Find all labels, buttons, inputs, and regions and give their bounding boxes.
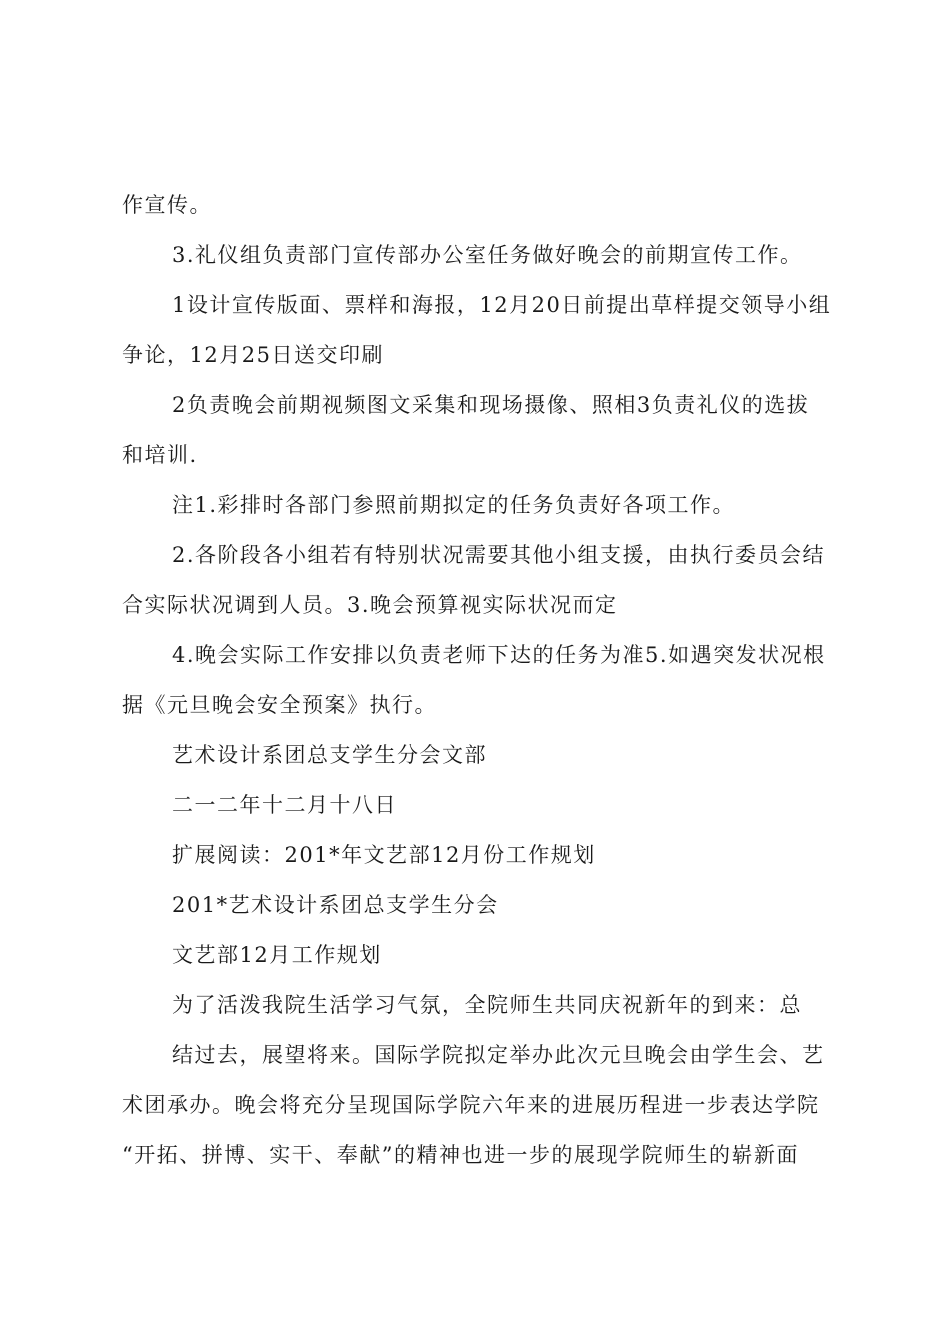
text-line-6: 和培训.	[122, 443, 198, 467]
text-line-1: 作宣传。	[122, 193, 212, 217]
text-line-14: 扩展阅读：201*年文艺部12月份工作规划	[172, 843, 596, 867]
text-line-4: 争论，12月25日送交印刷	[122, 343, 384, 367]
text-line-3: 1设计宣传版面、票样和海报，12月20日前提出草样提交领导小组	[172, 293, 832, 317]
text-line-17: 为了活泼我院生活学习气氛，全院师生共同庆祝新年的到来：总	[172, 993, 802, 1017]
text-line-9: 合实际状况调到人员。3.晚会预算视实际状况而定	[122, 593, 618, 617]
text-line-12: 艺术设计系团总支学生分会文部	[172, 743, 487, 767]
text-line-18: 结过去，展望将来。国际学院拟定举办此次元旦晚会由学生会、艺	[172, 1043, 825, 1067]
text-line-8: 2.各阶段各小组若有特别状况需要其他小组支援，由执行委员会结	[172, 543, 826, 567]
text-line-16: 文艺部12月工作规划	[172, 943, 382, 967]
text-line-10: 4.晚会实际工作安排以负责老师下达的任务为准5.如遇突发状况根	[172, 643, 826, 667]
text-line-11: 据《元旦晚会安全预案》执行。	[122, 693, 437, 717]
text-line-15: 201*艺术设计系团总支学生分会	[172, 893, 499, 917]
text-line-5: 2负责晚会前期视频图文采集和现场摄像、照相3负责礼仪的选拔	[172, 393, 810, 417]
text-line-13: 二一二年十二月十八日	[172, 793, 397, 817]
text-line-7: 注1.彩排时各部门参照前期拟定的任务负责好各项工作。	[172, 493, 736, 517]
text-line-20: “开拓、拼博、实干、奉献”的精神也进一步的展现学院师生的崭新面	[122, 1143, 799, 1167]
text-line-19: 术团承办。晚会将充分呈现国际学院六年来的进展历程进一步表达学院	[122, 1093, 820, 1117]
text-line-2: 3.礼仪组负责部门宣传部办公室任务做好晚会的前期宣传工作。	[172, 243, 803, 267]
